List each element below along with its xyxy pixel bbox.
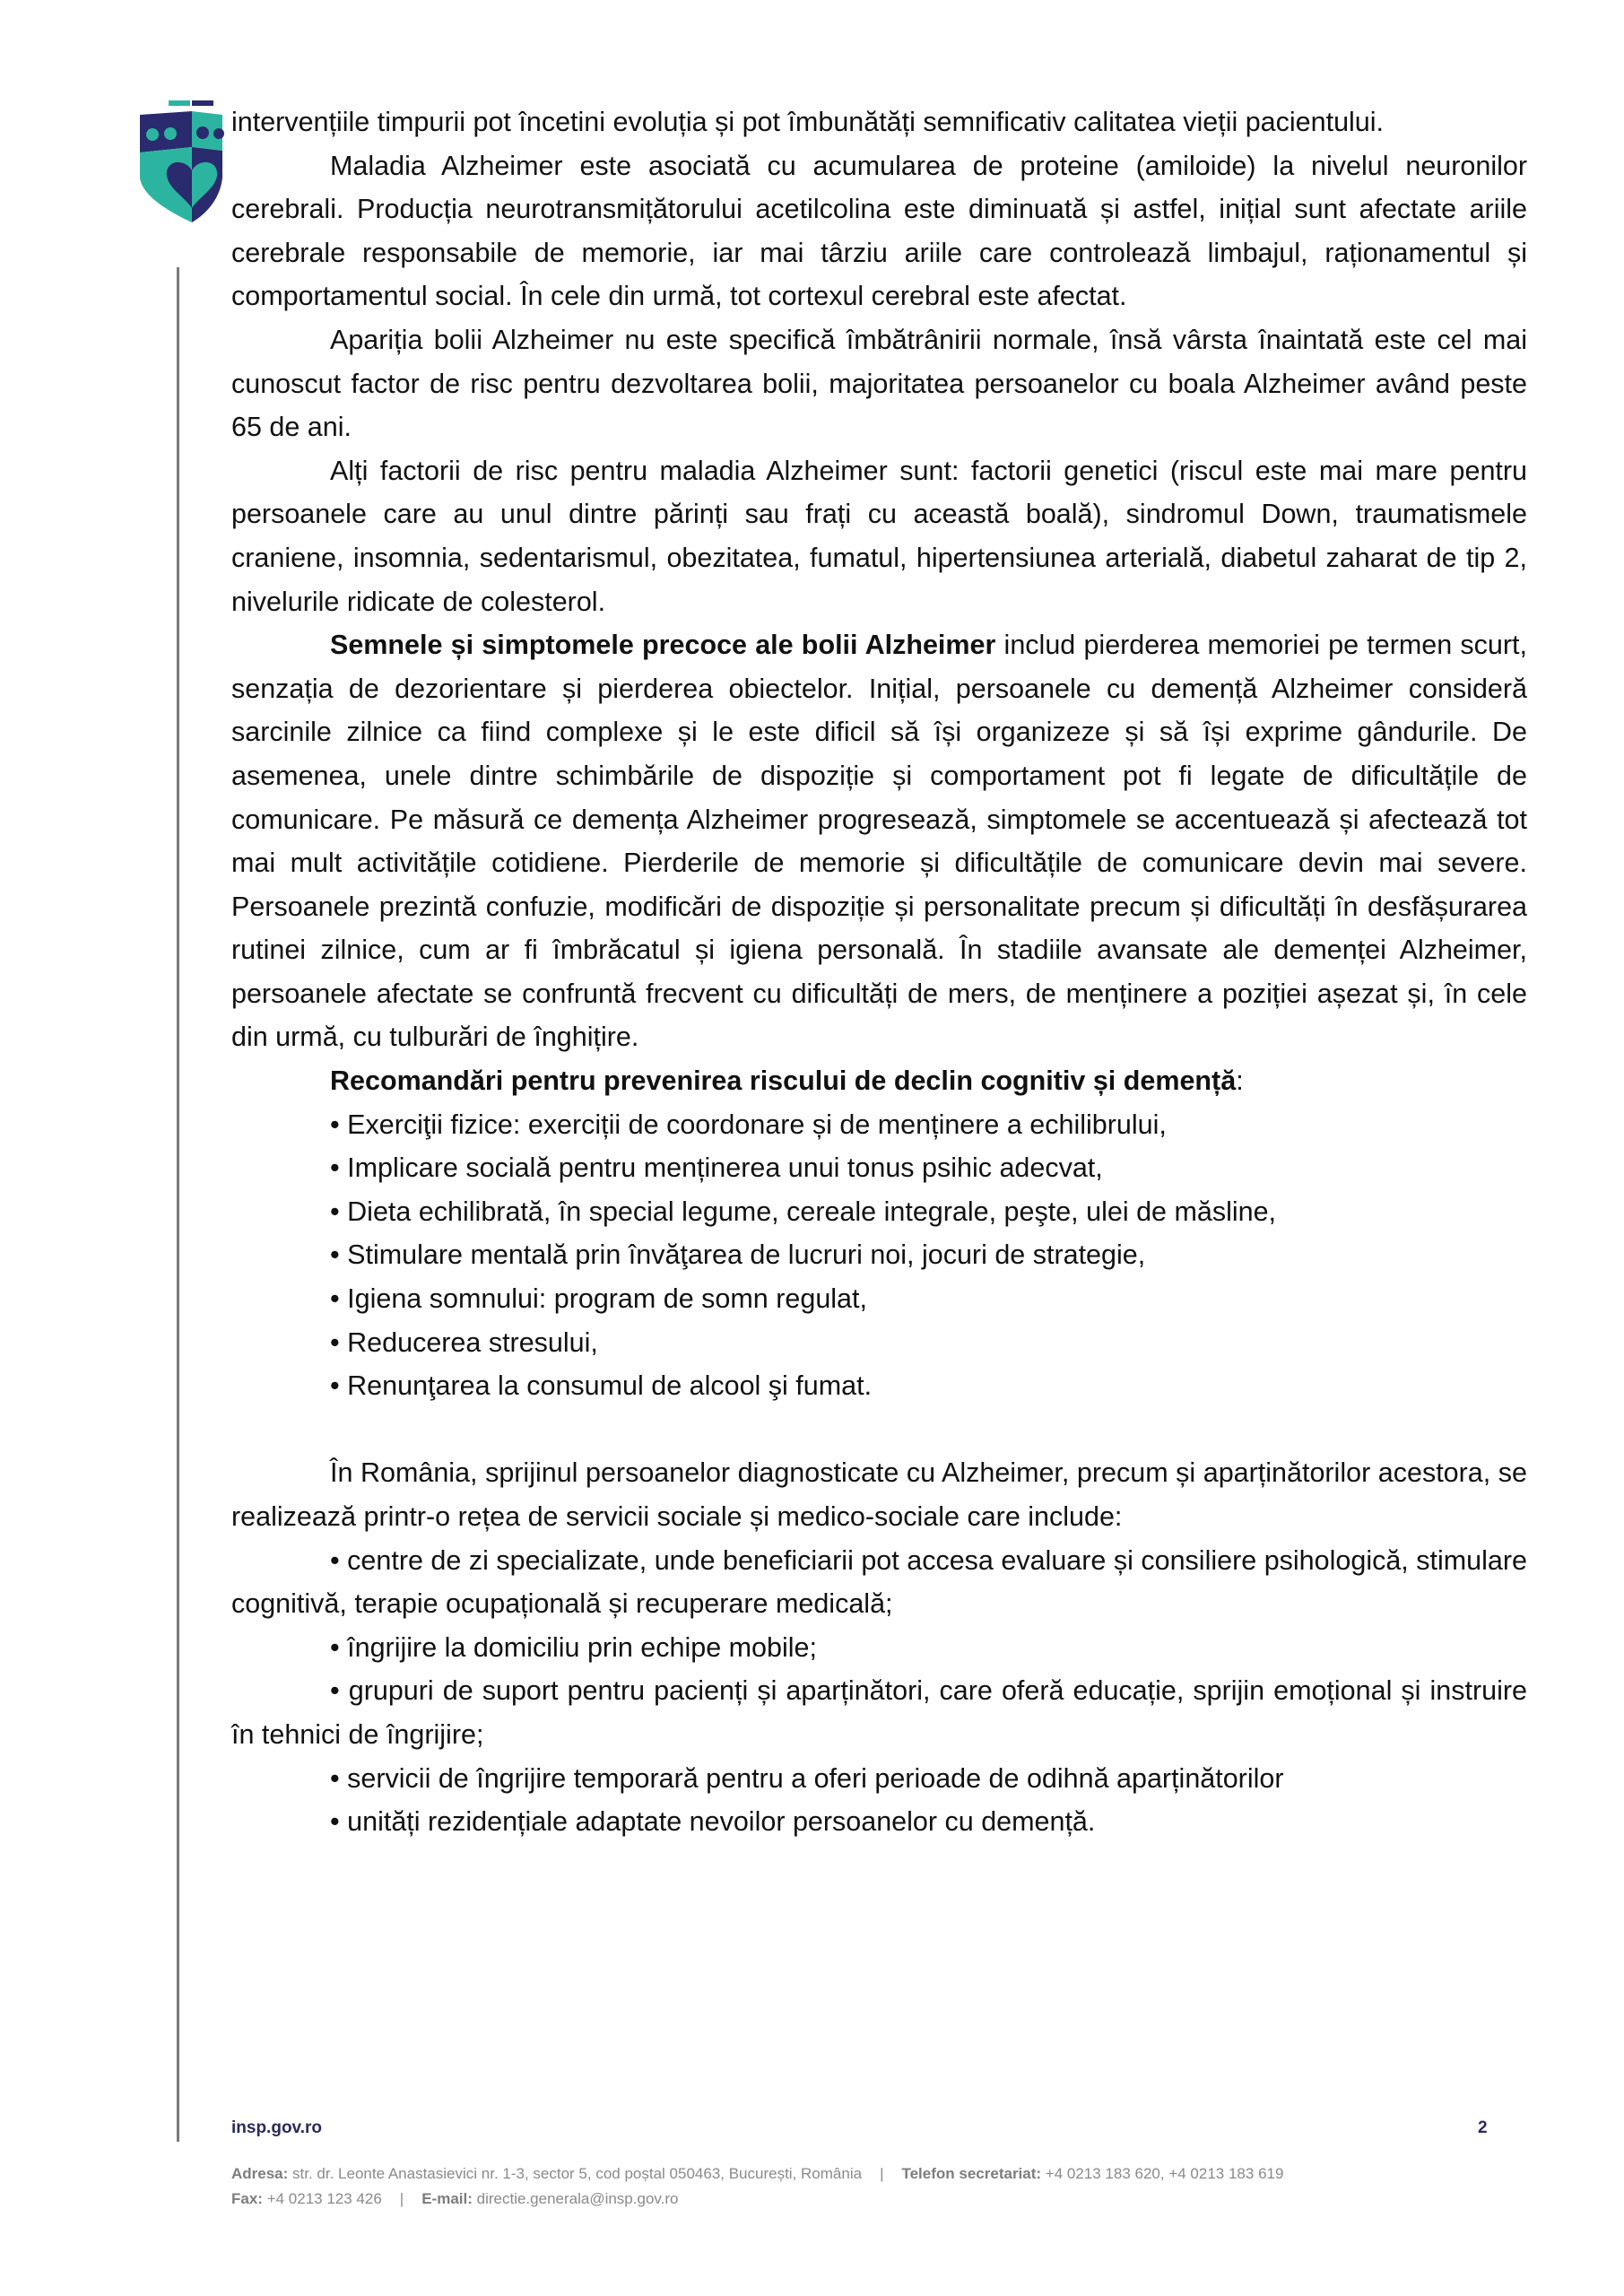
document-body: [231, 100, 1527, 1844]
list-item: • Renunţarea la consumul de alcool şi fumat.: [330, 1370, 873, 1402]
paragraph-romania-support: În România, sprijinul persoanelor diagnosticate cu Alzheimer, precum și aparținătorilor acestora, se realizează printr-o rețea de servicii sociale și medico-sociale care include:: [231, 1457, 1527, 1532]
paragraph-amyloid: Maladia Alzheimer este asociată cu acumularea de proteine (amiloide) la nivelul neuronilor cerebrali. Producția neurotransmițătorului acetilcolina este diminuată și astfel, inițial sunt afectate ariile cerebrale responsabile de memorie, iar mai târziu ariile care controlează limbajul, raționamentul și comportamentul social. În cele din urmă, tot cortexul cerebral este afectat.: [231, 150, 1527, 312]
list-item: • Reducerea stresului,: [330, 1326, 598, 1358]
phone-text: +4 0213 183 620, +4 0213 183 619: [1041, 2165, 1284, 2182]
list-item: • Igiena somnului: program de somn regulat,: [330, 1283, 867, 1315]
list-item: • servicii de îngrijire temporară pentru a oferi perioade de odihnă aparținătorilor: [330, 1762, 1284, 1794]
footer-website-link[interactable]: insp.gov.ro: [231, 2118, 322, 2137]
email-link[interactable]: directie.generala@insp.gov.ro: [472, 2190, 679, 2207]
margin-vertical-rule: [177, 267, 179, 2142]
list-item: • unități rezidențiale adaptate nevoilor persoanelor cu demență.: [330, 1806, 1096, 1838]
list-item: • grupuri de suport pentru pacienți și aparținători, care oferă educație, sprijin emoțional și instruire în tehnici de îngrijire;: [231, 1675, 1527, 1750]
fax-text: +4 0213 123 426: [262, 2190, 382, 2207]
paragraph-age-risk: Apariția bolii Alzheimer nu este specifică îmbătrânirii normale, însă vârsta înaintată este cel mai cunoscut factor de risc pentru dezvoltarea bolii, majoritatea persoanelor cu boala Alzheimer având peste 65 de ani.: [231, 324, 1527, 443]
list-item: • centre de zi specializate, unde beneficiarii pot accesa evaluare și consiliere psihologică, stimulare cognitivă, terapie ocupațională și recuperare medicală;: [231, 1544, 1527, 1620]
symptoms-text: includ pierderea memoriei pe termen scurt, senzația de dezorientare și pierderea obiectelor. Inițial, persoanele cu demență Alzheimer consideră sarcinile zilnice ca fiind complexe și le este dificil să își organizeze și să își exprime gândurile. De asemenea, unele dintre schimbările de dispoziție și comportament pot fi legate de dificultățile de comunicare. Pe măsură ce demența Alzheimer progresează, simptomele se accentuează și afectează tot mai mult activitățile cotidiene. Pierderile de memorie și dificultățile de comunicare devin mai severe. Persoanele prezintă confuzie, modificări de dispoziție și personalitate precum și dificultăți în desfășurarea rutinei zilnice, cum ar fi îmbrăcatul și igiena personală. În stadiile avansate ale demenței Alzheimer, persoanele afectate se confruntă frecvent cu dificultăți de mers, de menținere a poziției așezat și, în cele din urmă, cu tulburări de înghițire.: [231, 630, 1527, 1053]
list-item: • Implicare socială pentru menținerea unui tonus psihic adecvat,: [330, 1152, 1103, 1184]
footer-contact: [231, 2161, 1532, 2212]
recommendations-heading-line: Recomandări pentru prevenirea riscului de declin cognitiv și demență:: [330, 1065, 1244, 1097]
list-item: • îngrijire la domiciliu prin echipe mobile;: [330, 1631, 817, 1663]
symptoms-heading: Semnele și simptomele precoce ale bolii Alzheimer: [330, 630, 996, 661]
paragraph-intro-continuation: intervențiile timpurii pot încetini evoluția și pot îmbunătăți semnificativ calitatea vieții pacientului.: [231, 107, 1385, 137]
paragraph-symptoms: [231, 623, 1527, 1059]
list-item: • Stimulare mentală prin învăţarea de lucruri noi, jocuri de strategie,: [330, 1239, 1146, 1271]
recommendations-list: [231, 1103, 1527, 1408]
insp-shield-heart-logo-icon: [133, 97, 226, 224]
list-item: • Exerciţii fizice: exerciții de coordonare și de menținere a echilibrului,: [330, 1109, 1167, 1140]
address-text: str. dr. Leonte Anastasievici nr. 1-3, sector 5, cod poștal 050463, București, România: [288, 2165, 863, 2182]
recommendations-heading: Recomandări pentru prevenirea riscului de declin cognitiv și demență: [330, 1065, 1237, 1097]
paragraph-other-risk-factors: Alți factorii de risc pentru maladia Alzheimer sunt: factorii genetici (riscul este mai mare pentru persoanele care au unul dintre părinți sau frați cu această boală), sindromul Down, traumatismele craniene, insomnia, sedentarismul, obezitatea, fumatul, hipertensiunea arterială, diabetul zaharat de tip 2, nivelurile ridicate de colesterol.: [231, 455, 1527, 617]
list-item: • Dieta echilibrată, în special legume, cereale integrale, peşte, ulei de măsline,: [330, 1196, 1277, 1227]
footer-line-fax-email: Fax: +4 0213 123 426 | E-mail: directie.generala@insp.gov.ro: [231, 2190, 679, 2207]
services-list: [231, 1539, 1527, 1844]
footer-line-address: Adresa: str. dr. Leonte Anastasievici nr. 1-3, sector 5, cod poștal 050463, București, România | Telefon secretariat: +4 0213 183 620, +4 0213 183 619: [231, 2165, 1284, 2182]
page-number: 2: [1478, 2118, 1488, 2137]
